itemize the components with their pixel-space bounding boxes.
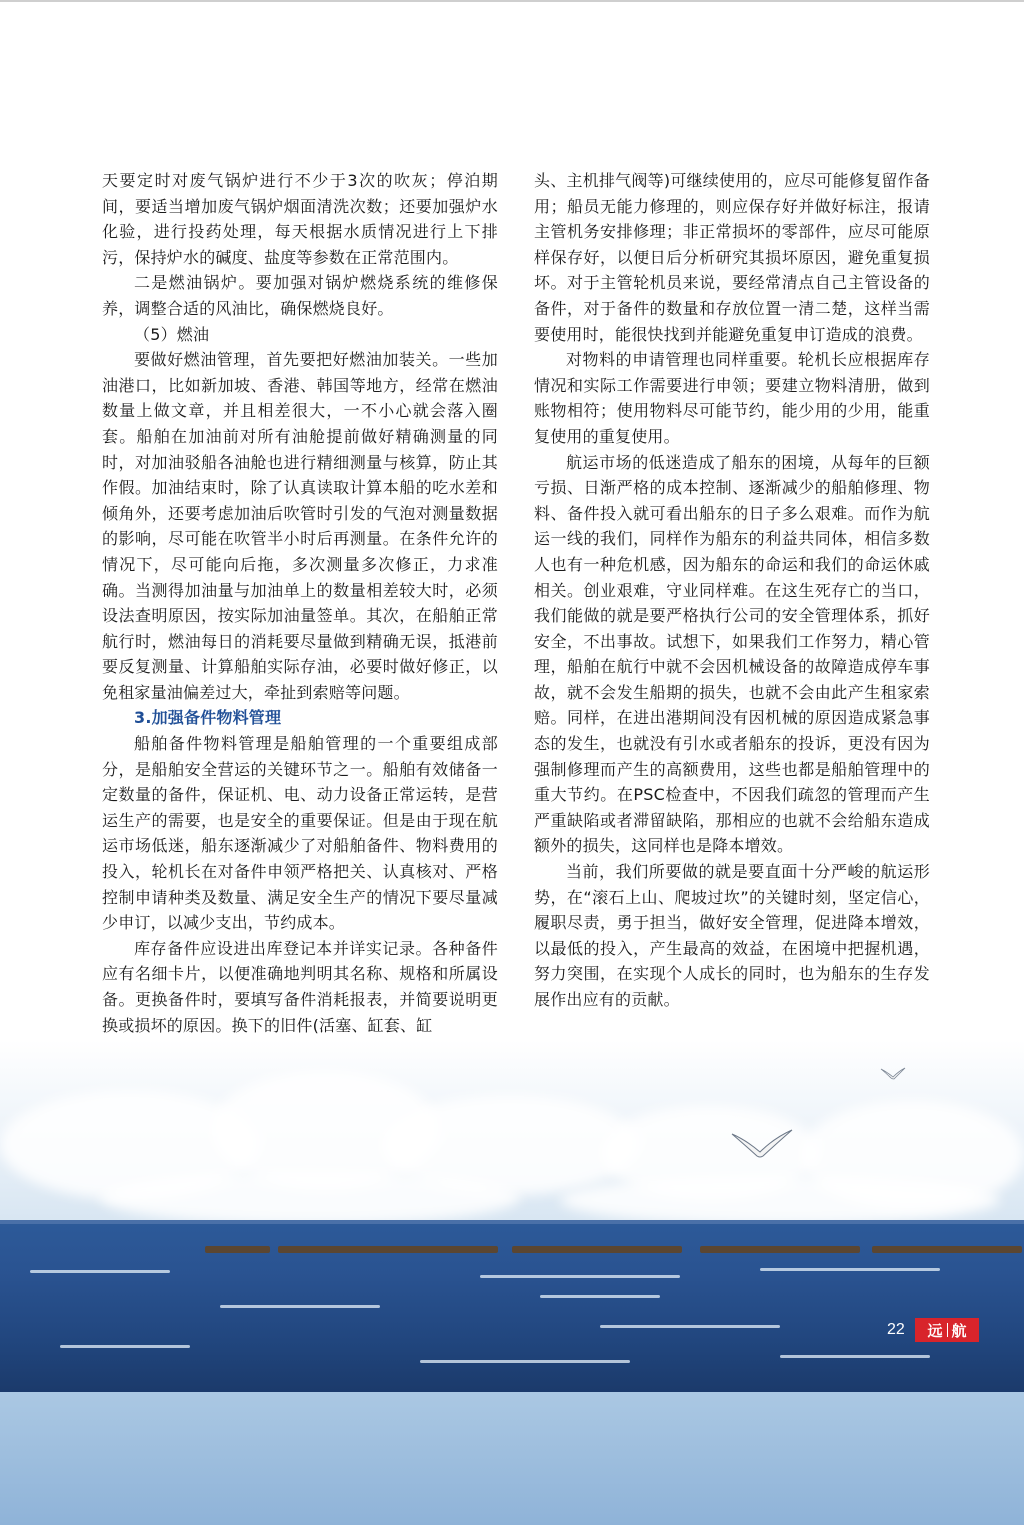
wave	[540, 1295, 660, 1298]
left-column	[102, 168, 498, 1038]
section-heading: 3.加强备件物料管理	[134, 708, 282, 728]
seagull-icon	[880, 1066, 906, 1080]
paragraph: 二是燃油锅炉。要加强对锅炉燃烧系统的维修保养，调整合适的风油比，确保燃烧良好。	[102, 273, 498, 318]
wave	[760, 1268, 940, 1271]
logo-char-left: 远	[927, 1321, 943, 1340]
paragraph: 航运市场的低迷造成了船东的困境，从每年的巨额亏损、日渐严格的成本控制、逐渐减少的船舶修理、物料、备件投入就可看出船东的日子多么艰难。而作为航运一线的我们，同样作为船东的利益共同体，相信多数人也有一种危机感，因为船东的命运和我们的命运休戚相关。创业艰难，守业同样难。在这生死存亡的当口，我们能做的就是要严格执行公司的安全管理体系，抓好安全，不出事故。试想下，如果我们工作努力，精心管理，船舶在航行中就不会因机械设备的故障造成停车事故，就不会发生船期的损失，也就不会由此产生租家索赔。同样，在进出港期间没有因机械的原因造成紧急事态的发生，也就没有引水或者船东的投诉，更没有因为强制修理而产生的高额费用，这些也都是船舶管理中的重大节约。在PSC检查中，不因我们疏忽的管理而产生严重缺陷或者滞留缺陷，那相应的也就不会给船东造成额外的损失，这同样也是降本增效。	[534, 452, 930, 856]
logo-char-right: 航	[951, 1321, 967, 1340]
groyne	[278, 1246, 498, 1253]
groyne	[700, 1246, 860, 1253]
paragraph: 当前，我们所要做的就是要直面十分严峻的航运形势，在“滚石上山、爬坡过坎”的关键时刻，坚定信心，履职尽责，勇于担当，做好安全管理，促进降本增效，以最低的投入，产生最高的效益，在困境中把握机遇，努力突围，在实现个人成长的同时，也为船东的生存发展作出应有的贡献。	[534, 862, 930, 1009]
seagull-icon	[730, 1128, 794, 1162]
groyne	[872, 1246, 1022, 1253]
paragraph: 头、主机排气阀等)可继续使用的，应尽可能修复留作备用；船员无能力修理的，则应保存好并做好标注，报请主管机务安排修理；非正常损坏的零部件，应尽可能原样保存好，以便日后分析研究其损坏原因，避免重复损坏。对于主管轮机员来说，要经常清点自己主管设备的备件，对于备件的数量和存放位置一清二楚，这样当需要使用时，能很快找到并能避免重复申订造成的浪费。	[534, 171, 930, 344]
wave	[220, 1305, 380, 1308]
paragraph: 天要定时对废气锅炉进行不少于3次的吹灰；停泊期间，要适当增加废气锅炉烟面清洗次数；还要加强炉水化验，进行投药处理，每天根据水质情况进行上下排污，保持炉水的碱度、盐度等参数在正常范围内。	[102, 171, 498, 267]
wave	[30, 1270, 170, 1273]
wave	[60, 1345, 190, 1348]
top-rule	[0, 0, 1024, 2]
wave	[480, 1275, 680, 1278]
horizon	[0, 1220, 1024, 1224]
wave	[600, 1325, 780, 1328]
paragraph: 要做好燃油管理，首先要把好燃油加装关。一些加油港口，比如新加坡、香港、韩国等地方，经常在燃油数量上做文章，并且相差很大，一不小心就会落入圈套。船舶在加油前对所有油舱提前做好精确测量的同时，对加油驳船各油舱也进行精细测量与核算，防止其作假。加油结束时，除了认真读取计算本船的吃水差和倾角外，还要考虑加油后吹管时引发的气泡对测量数据的影响，尽可能在吹管半小时后再测量。在条件允许的情况下，尽可能向后拖，多次测量多次修正，力求准确。当测得加油量与加油单上的数量相差较大时，必须设法查明原因，按实际加油量签单。其次，在船舶正常航行时，燃油每日的消耗要尽量做到精确无误，抵港前要反复测量、计算船舶实际存油，必要时做好修正，以免租家量油偏差过大，牵扯到索赔等问题。	[102, 350, 498, 702]
groyne	[205, 1246, 270, 1253]
wave	[780, 1355, 930, 1358]
cloud	[100, 1170, 520, 1225]
magazine-logo	[915, 1318, 979, 1342]
paragraph: 船舶备件物料管理是船舶管理的一个重要组成部分，是船舶安全营运的关键环节之一。船舶有效储备一定数量的备件，保证机、电、动力设备正常运转，是营运生产的需要，也是安全的重要保证。但是由于现在航运市场低迷，船东逐渐减少了对船舶备件、物料费用的投入，轮机长在对备件申领严格把关、认真核对、严格控制申请种类及数量、满足安全生产的情况下要尽量减少申订，以减少支出，节约成本。	[102, 734, 498, 933]
wave	[420, 1360, 630, 1363]
right-column	[534, 168, 930, 1013]
cloud	[560, 1175, 1000, 1225]
paragraph: 库存备件应设进出库登记本并详实记录。各种备件应有名细卡片，以便准确地判明其名称、规格和所属设备。更换备件时，要填写备件消耗报表，并简要说明更换或损坏的原因。换下的旧件(活塞、缸套、缸	[102, 938, 498, 1035]
paragraph: 对物料的申请管理也同样重要。轮机长应根据库存情况和实际工作需要进行申领；要建立物料清册，做到账物相符；使用物料尽可能节约，能少用的少用，能重复使用的重复使用。	[534, 350, 930, 446]
logo-divider	[947, 1323, 948, 1337]
groyne	[512, 1246, 682, 1253]
subsection-heading: （5）燃油	[134, 324, 210, 344]
page-number: 22	[887, 1321, 905, 1338]
